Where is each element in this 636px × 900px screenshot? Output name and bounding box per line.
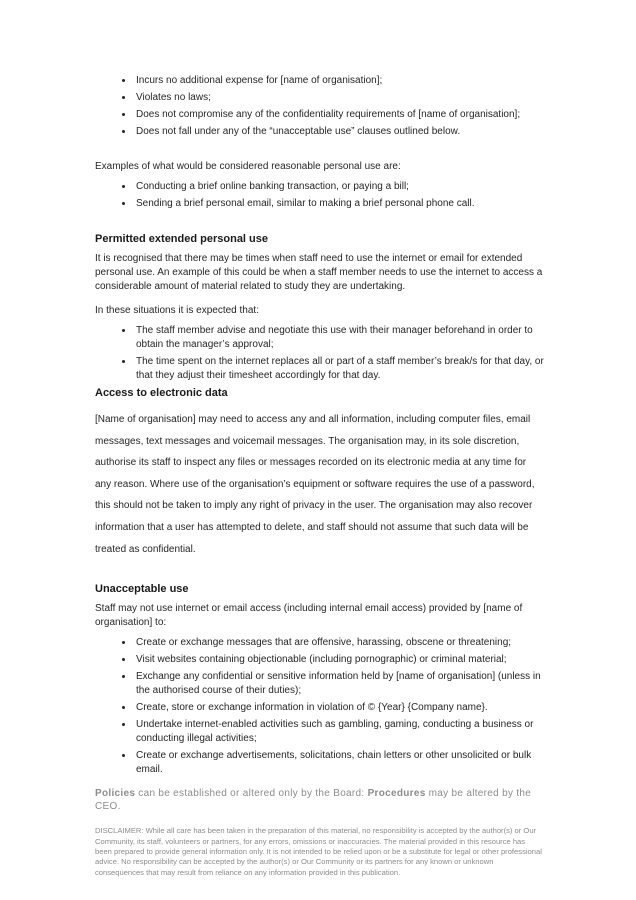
policies-text-1: can be established or altered only by the Board: — [135, 788, 368, 800]
list-item: • The time spent on the internet replaces all or part of a staff member’s break/s for that day, or that they adjust their timesheet accordingly for that day. — [134, 355, 544, 383]
permitted-use-paragraph: It is recognised that there may be times when staff need to use the internet or email for extended personal use. An example of this could be when a staff member needs to use the internet to access a considerable amount of material related to study they are undertaking. — [95, 253, 543, 292]
list-item: • Create, store or exchange information in violation of © {Year} {Company name}. — [134, 701, 544, 715]
heading-permitted-extended-personal-use: Permitted extended personal use — [95, 233, 268, 245]
list-item: • The staff member advise and negotiate this use with their manager beforehand in order to obtain the manager’s approval; — [134, 324, 544, 352]
list-item: • Undertake internet-enabled activities such as gambling, gaming, conducting a business or conducting illegal activities; — [134, 718, 544, 746]
policies-footer-line — [95, 787, 544, 813]
list-item: • Visit websites containing objectionable (including pornographic) or criminal material; — [134, 653, 544, 667]
policies-text-2: may be altered by the CEO. — [95, 788, 532, 813]
reasonable-use-examples-list — [95, 180, 544, 211]
examples-intro-text: Examples of what would be considered reasonable personal use are: — [95, 161, 401, 172]
situations-expectations-list — [95, 324, 544, 383]
list-item: • Incurs no additional expense for [name of organisation]; — [134, 74, 544, 88]
list-item: • Does not fall under any of the “unacceptable use” clauses outlined below. — [134, 125, 544, 139]
policies-word: Policies — [95, 788, 136, 800]
list-item: • Violates no laws; — [134, 91, 544, 105]
unacceptable-use-intro-text: Staff may not use internet or email access (including internal email access) provided by [name of organisation] to: — [95, 603, 523, 629]
procedures-word: Procedures — [367, 788, 426, 800]
list-item: • Conducting a brief online banking transaction, or paying a bill; — [134, 180, 544, 194]
list-item: • Sending a brief personal email, similar to making a brief personal phone call. — [134, 197, 544, 211]
heading-access-to-electronic-data: Access to electronic data — [95, 387, 228, 399]
access-data-paragraph: [Name of organisation] may need to access any and all information, including computer files, email messages, text messages and voicemail messages. The organisation may, in its sole discretion, authorise its staff to inspect any files or messages recorded on its electronic media at any time for any reason. Where use of the organisation’s equipment or software requires the use of a password, this should not be taken to imply any right of privacy in the user. The organisation may also recover information that a user has attempted to delete, and staff should not assume that such data will be treated as confidential. — [95, 414, 535, 555]
disclaimer-text: DISCLAIMER: While all care has been taken in the preparation of this material, no responsibility is accepted by the author(s) or Our Community, its staff, volunteers or partners, for any errors, omissions or inaccuracies. The material provided in this resource has been prepared to provide general information only. It is not intended to be relied upon or be a substitute for legal or other professional advice. No responsibility can be accepted by the author(s) or Our Community or its partners for any known or unknown consequences that may result from reliance on any information provided in this publication. — [95, 826, 542, 877]
list-item: • Does not compromise any of the confidentiality requirements of [name of organisation]; — [134, 108, 544, 122]
list-item: • Exchange any confidential or sensitive information held by [name of organisation] (unless in the authorised course of their duties); — [134, 670, 544, 698]
unacceptable-use-list — [95, 636, 544, 777]
heading-unacceptable-use: Unacceptable use — [95, 583, 189, 596]
list-item: • Create or exchange messages that are offensive, harassing, obscene or threatening; — [134, 636, 544, 650]
situations-intro-text: In these situations it is expected that: — [95, 305, 259, 316]
reasonable-use-criteria-list — [95, 74, 544, 139]
list-item: • Create or exchange advertisements, solicitations, chain letters or other unsolicited or bulk email. — [134, 749, 544, 777]
